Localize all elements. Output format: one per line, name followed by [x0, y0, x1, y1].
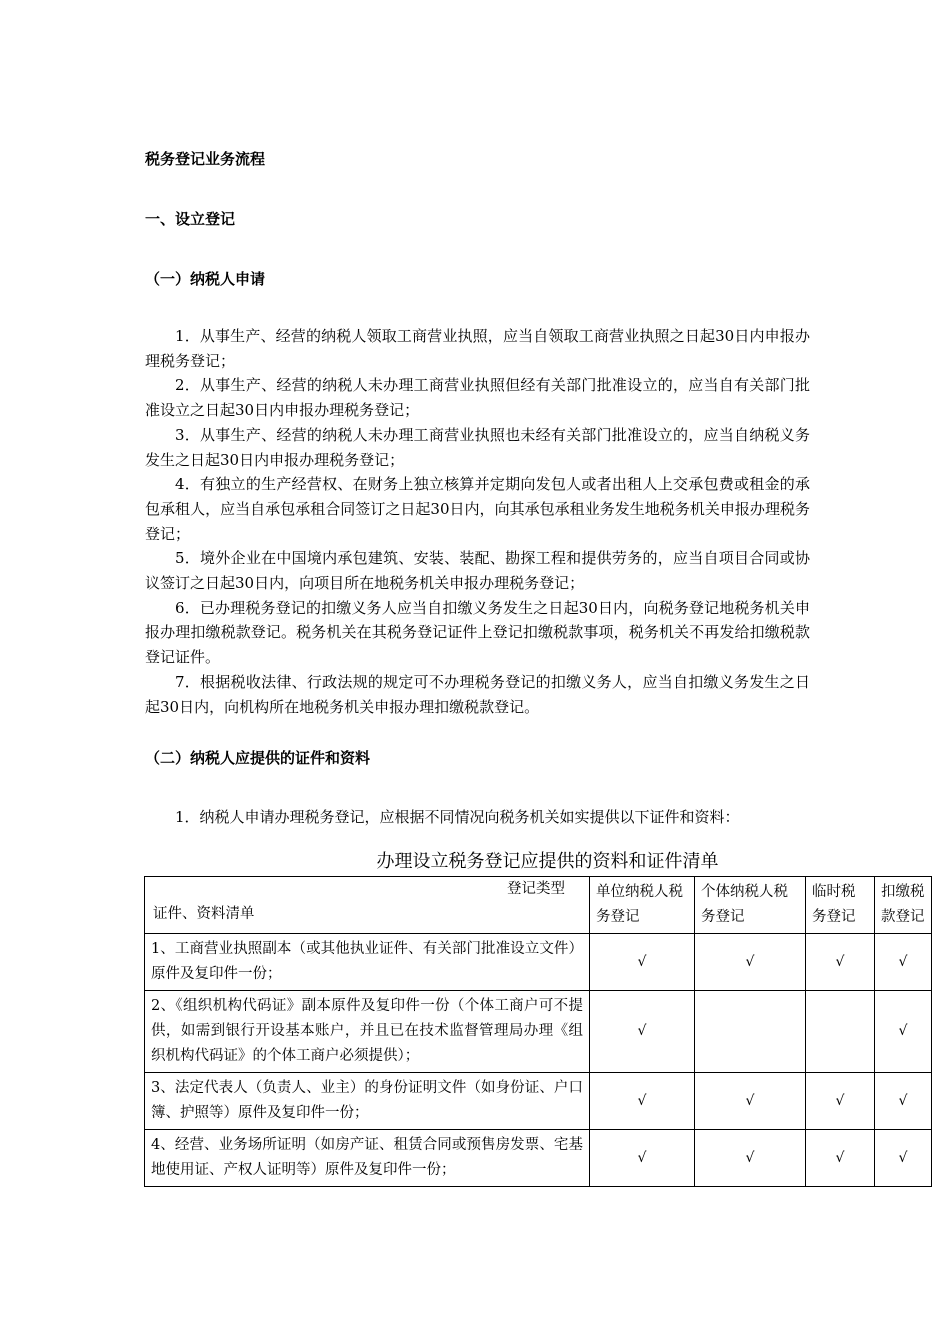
check-mark-icon: √	[637, 953, 647, 970]
table-body	[145, 934, 932, 1187]
check-mark-icon: √	[898, 953, 908, 970]
check-mark-icon: √	[898, 1023, 908, 1039]
check-mark-icon: √	[835, 1149, 845, 1166]
check-cell	[695, 1073, 806, 1130]
check-cell	[875, 1130, 932, 1187]
section-heading: 一、设立登记	[145, 210, 236, 228]
paragraph: 6．已办理税务登记的扣缴义务人应当自扣缴义务发生之日起30日内，向税务登记地税务机关申报办理扣缴税款登记。税务机关在其税务登记证件上登记扣缴税款事项，税务机关不再发给扣缴税款登记证件。	[145, 598, 810, 667]
paragraph: 7．根据税收法律、行政法规的规定可不办理税务登记的扣缴义务人，应当自扣缴义务发生之日起30日内，向机构所在地税务机关申报办理扣缴税款登记。	[145, 672, 810, 716]
check-cell	[875, 934, 932, 991]
paragraph: 5．境外企业在中国境内承包建筑、安装、装配、勘探工程和提供劳务的，应当自项目合同或协议签订之日起30日内，向项目所在地税务机关申报办理税务登记；	[145, 549, 810, 593]
check-cell	[806, 991, 875, 1073]
document-title: 税务登记业务流程	[145, 150, 266, 168]
check-cell	[695, 1130, 806, 1187]
row-item-text: 1、工商营业执照副本（或其他执业证件、有关部门批准设立文件）原件及复印件一份；	[145, 934, 590, 991]
check-mark-icon: √	[637, 1023, 647, 1039]
check-cell	[806, 934, 875, 991]
check-cell	[875, 991, 932, 1073]
check-cell	[875, 1073, 932, 1130]
paragraph-list	[145, 324, 810, 719]
row-item-text: 3、法定代表人（负责人、业主）的身份证明文件（如身份证、户口簿、护照等）原件及复印件一份；	[145, 1073, 590, 1130]
check-mark-icon: √	[898, 1092, 908, 1109]
table-row	[145, 1130, 932, 1187]
header-type-label: 登记类型	[507, 881, 565, 897]
row-item-text: 2、《组织机构代码证》副本原件及复印件一份（个体工商户可不提供，如需到银行开设基本账户，并且已在技术监督管理局办理《组织机构代码证》的个体工商户必须提供）；	[145, 991, 590, 1073]
check-cell	[806, 1073, 875, 1130]
table-row	[145, 1073, 932, 1130]
table-header-row	[145, 877, 932, 934]
header-diagonal-cell	[145, 877, 590, 934]
check-cell	[695, 934, 806, 991]
column-header: 个体纳税人税务登记	[695, 877, 806, 934]
check-mark-icon: √	[835, 953, 845, 970]
paragraph: 1．从事生产、经营的纳税人领取工商营业执照，应当自领取工商营业执照之日起30日内申报办理税务登记；	[145, 327, 810, 370]
column-header: 临时税务登记	[806, 877, 875, 934]
check-mark-icon: √	[898, 1149, 908, 1166]
check-mark-icon: √	[745, 1149, 755, 1166]
paragraph: 2．从事生产、经营的纳税人未办理工商营业执照但经有关部门批准设立的，应当自有关部门批准设立之日起30日内申报办理税务登记；	[145, 376, 810, 420]
table-row	[145, 934, 932, 991]
column-header: 单位纳税人税务登记	[590, 877, 695, 934]
check-cell	[590, 991, 695, 1073]
requirements-table	[144, 876, 932, 1187]
paragraph: 3．从事生产、经营的纳税人未办理工商营业执照也未经有关部门批准设立的，应当自纳税义务发生之日起30日内申报办理税务登记；	[145, 425, 810, 469]
check-mark-icon: √	[637, 1149, 647, 1166]
check-mark-icon: √	[637, 1092, 647, 1109]
table-row	[145, 991, 932, 1073]
check-cell	[590, 1130, 695, 1187]
subsection-heading-2: （二）纳税人应提供的证件和资料	[145, 749, 371, 767]
column-header: 扣缴税款登记	[875, 877, 932, 934]
check-cell	[590, 934, 695, 991]
subsection-heading-1: （一）纳税人申请	[145, 270, 266, 288]
paragraph: 4．有独立的生产经营权、在财务上独立核算并定期向发包人或者出租人上交承包费或租金的承包承租人，应当自承包承租合同签订之日起30日内，向其承包承租业务发生地税务机关申报办理税务登记；	[145, 475, 810, 543]
header-list-label: 证件、资料清单	[153, 906, 255, 922]
check-cell	[695, 991, 806, 1073]
table-caption: 办理设立税务登记应提供的资料和证件清单	[376, 851, 719, 872]
check-cell	[806, 1130, 875, 1187]
check-mark-icon: √	[835, 1092, 845, 1109]
check-cell	[590, 1073, 695, 1130]
intro-paragraph: 1．纳税人申请办理税务登记，应根据不同情况向税务机关如实提供以下证件和资料：	[175, 808, 740, 826]
row-item-text: 4、经营、业务场所证明（如房产证、租赁合同或预售房发票、宅基地使用证、产权人证明等）原件及复印件一份；	[145, 1130, 590, 1187]
check-mark-icon: √	[745, 1092, 755, 1109]
check-mark-icon: √	[745, 953, 755, 970]
